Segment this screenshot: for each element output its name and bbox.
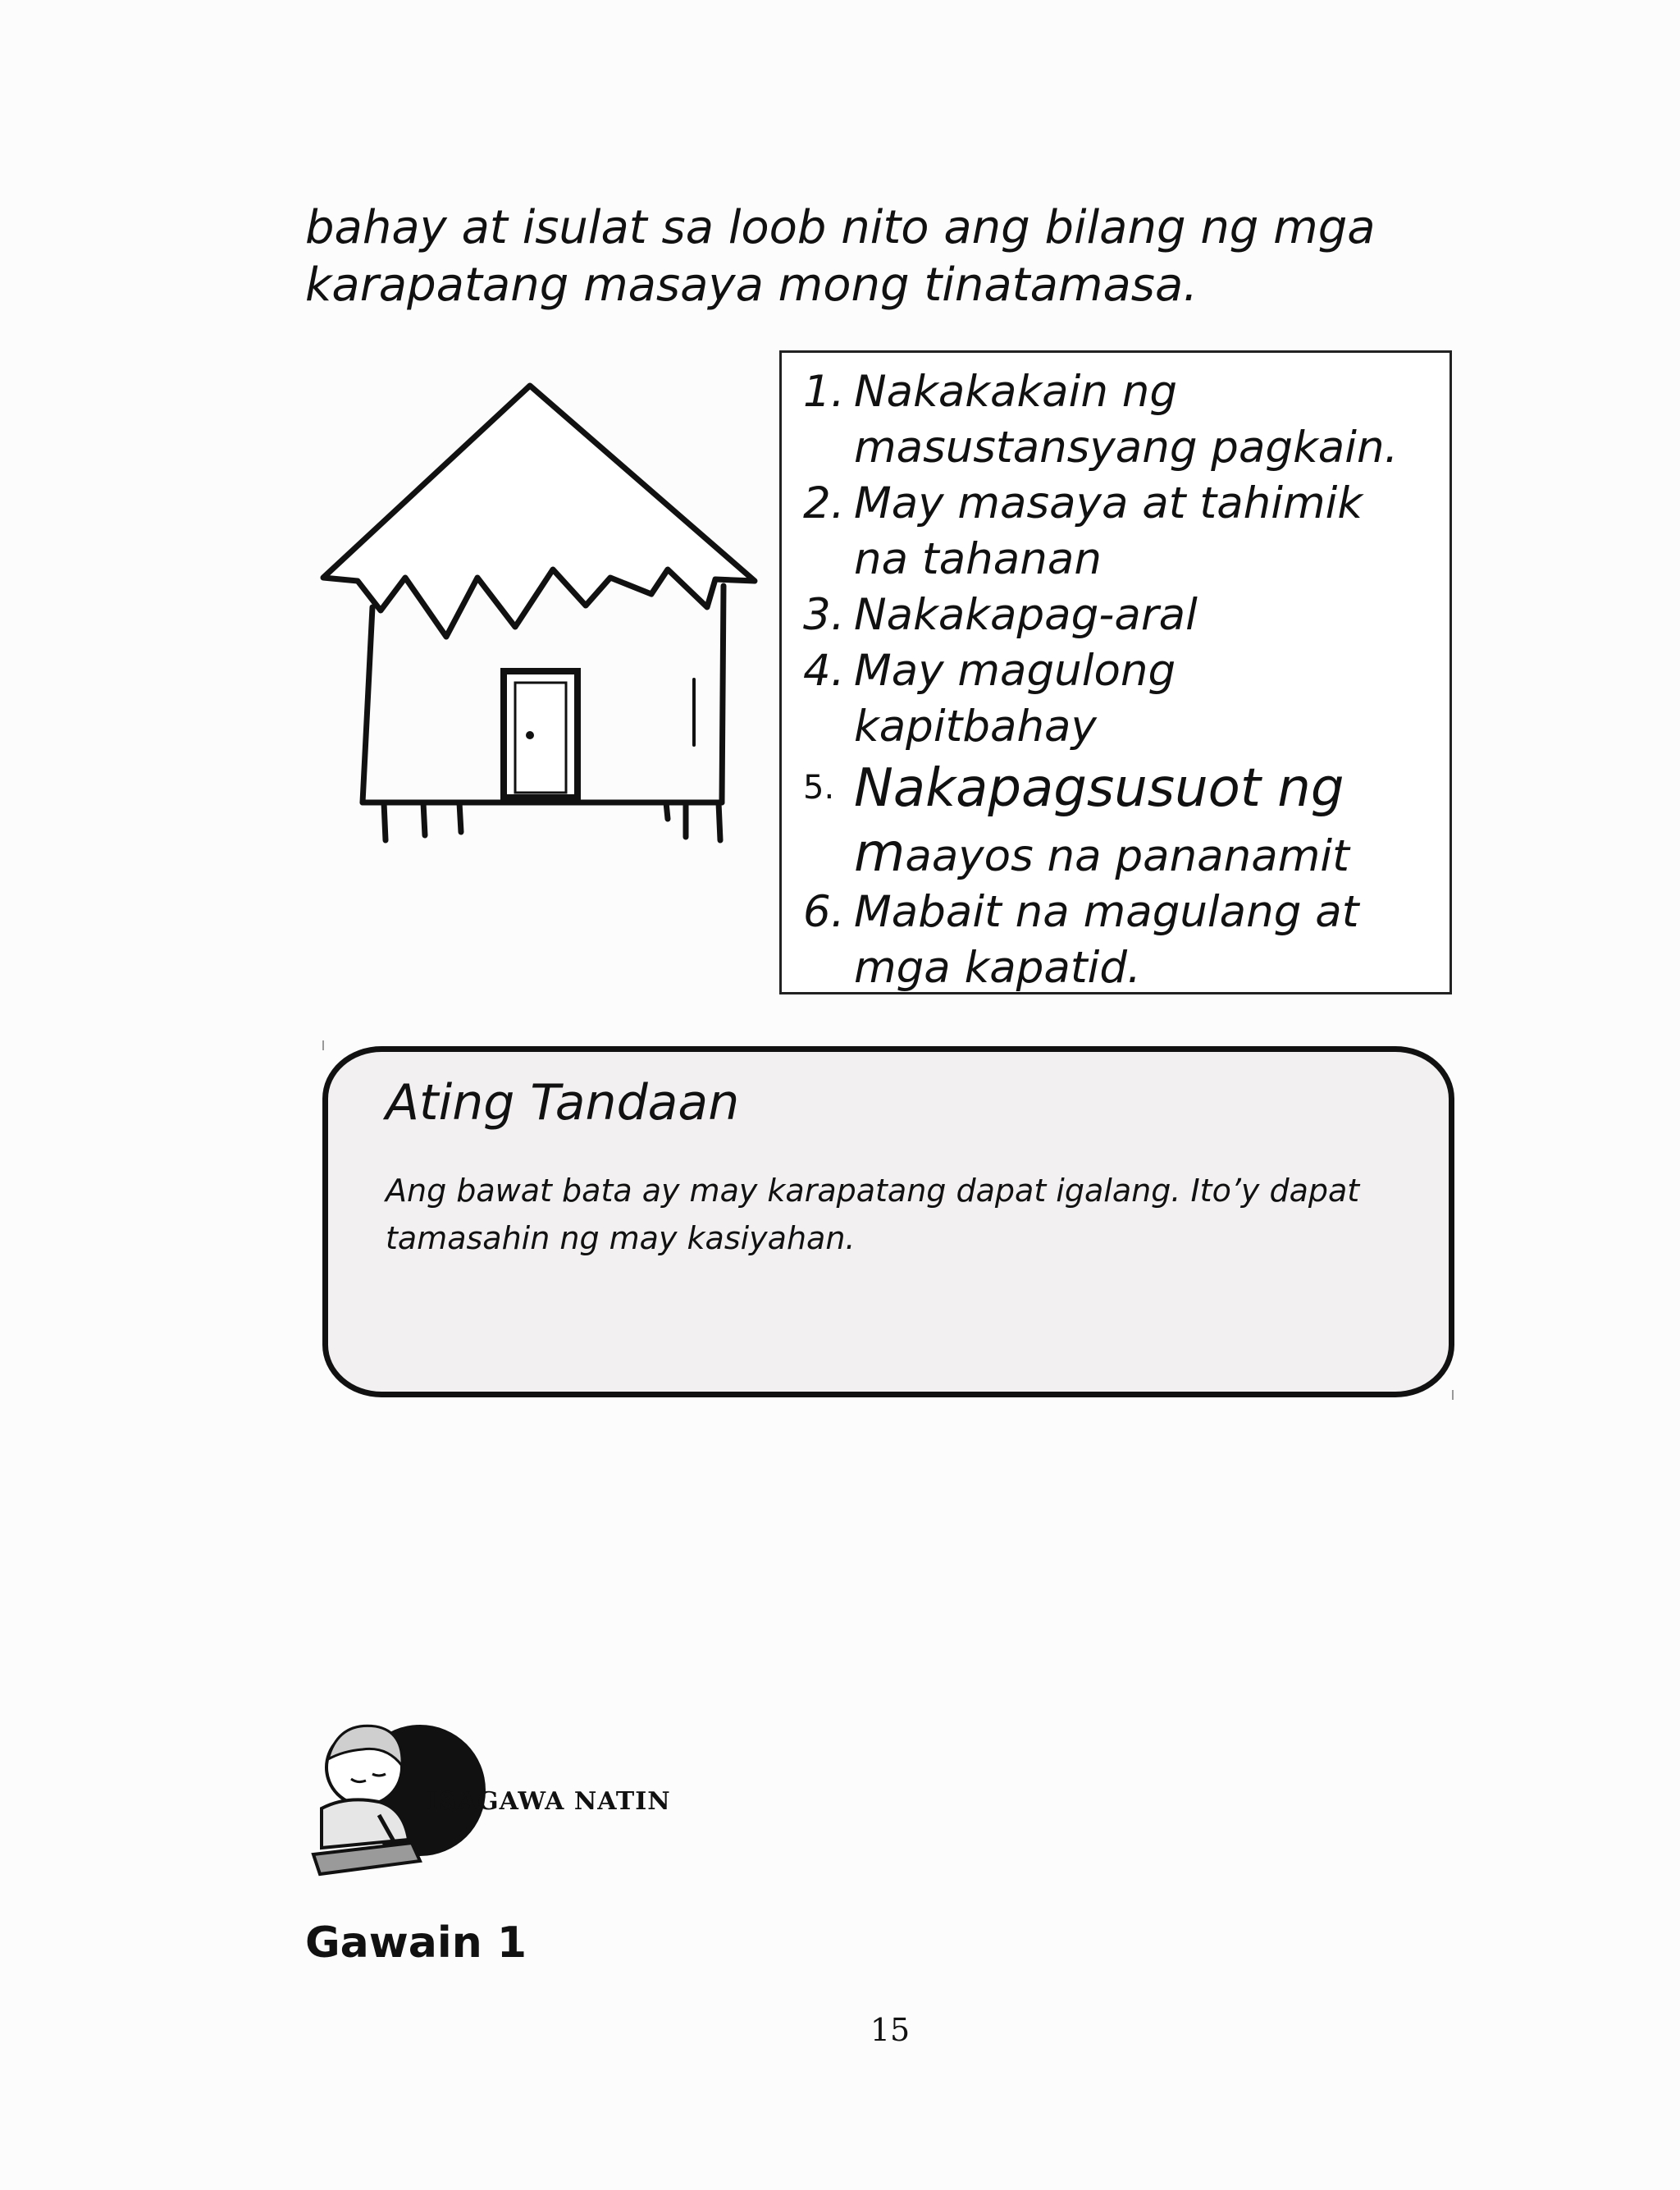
list-item: 5. Nakapagsusuot ng maayos na pananamit [803, 758, 1349, 884]
list-item: 4. May magulong kapitbahay [803, 646, 1176, 752]
intro-line-2: karapatang masaya mong tinatamasa. [305, 258, 1198, 312]
isagawa-natin-label: ISAGAWA NATIN [427, 1787, 671, 1816]
crop-mark [322, 1040, 324, 1050]
list-item: 2. May masaya at tahimik na tahanan [803, 478, 1363, 584]
list-item: 3. Nakakapag-aral [803, 590, 1198, 640]
intro-line-1: bahay at isulat sa loob nito ang bilang ng mga [305, 201, 1376, 254]
door-icon [504, 671, 578, 798]
crop-mark [1452, 1390, 1454, 1400]
list-item: 6. Mabait na magulang at mga kapatid. [803, 887, 1359, 993]
ating-tandaan-title: Ating Tandaan [386, 1074, 740, 1132]
intro-text [305, 199, 1454, 314]
list-item: 1. Nakakakain ng masustansyang pagkain. [803, 367, 1399, 473]
gawain-heading: Gawain 1 [305, 1918, 527, 1968]
house-illustration [315, 376, 768, 853]
ating-tandaan-text: Ang bawat bata ay may karapatang dapat igalang. Ito’y dapat tamasahin ng may kasiyahan. [386, 1173, 1360, 1256]
rights-list-box [779, 350, 1452, 994]
rights-list [803, 364, 1441, 994]
page-number: 15 [870, 2012, 911, 2048]
